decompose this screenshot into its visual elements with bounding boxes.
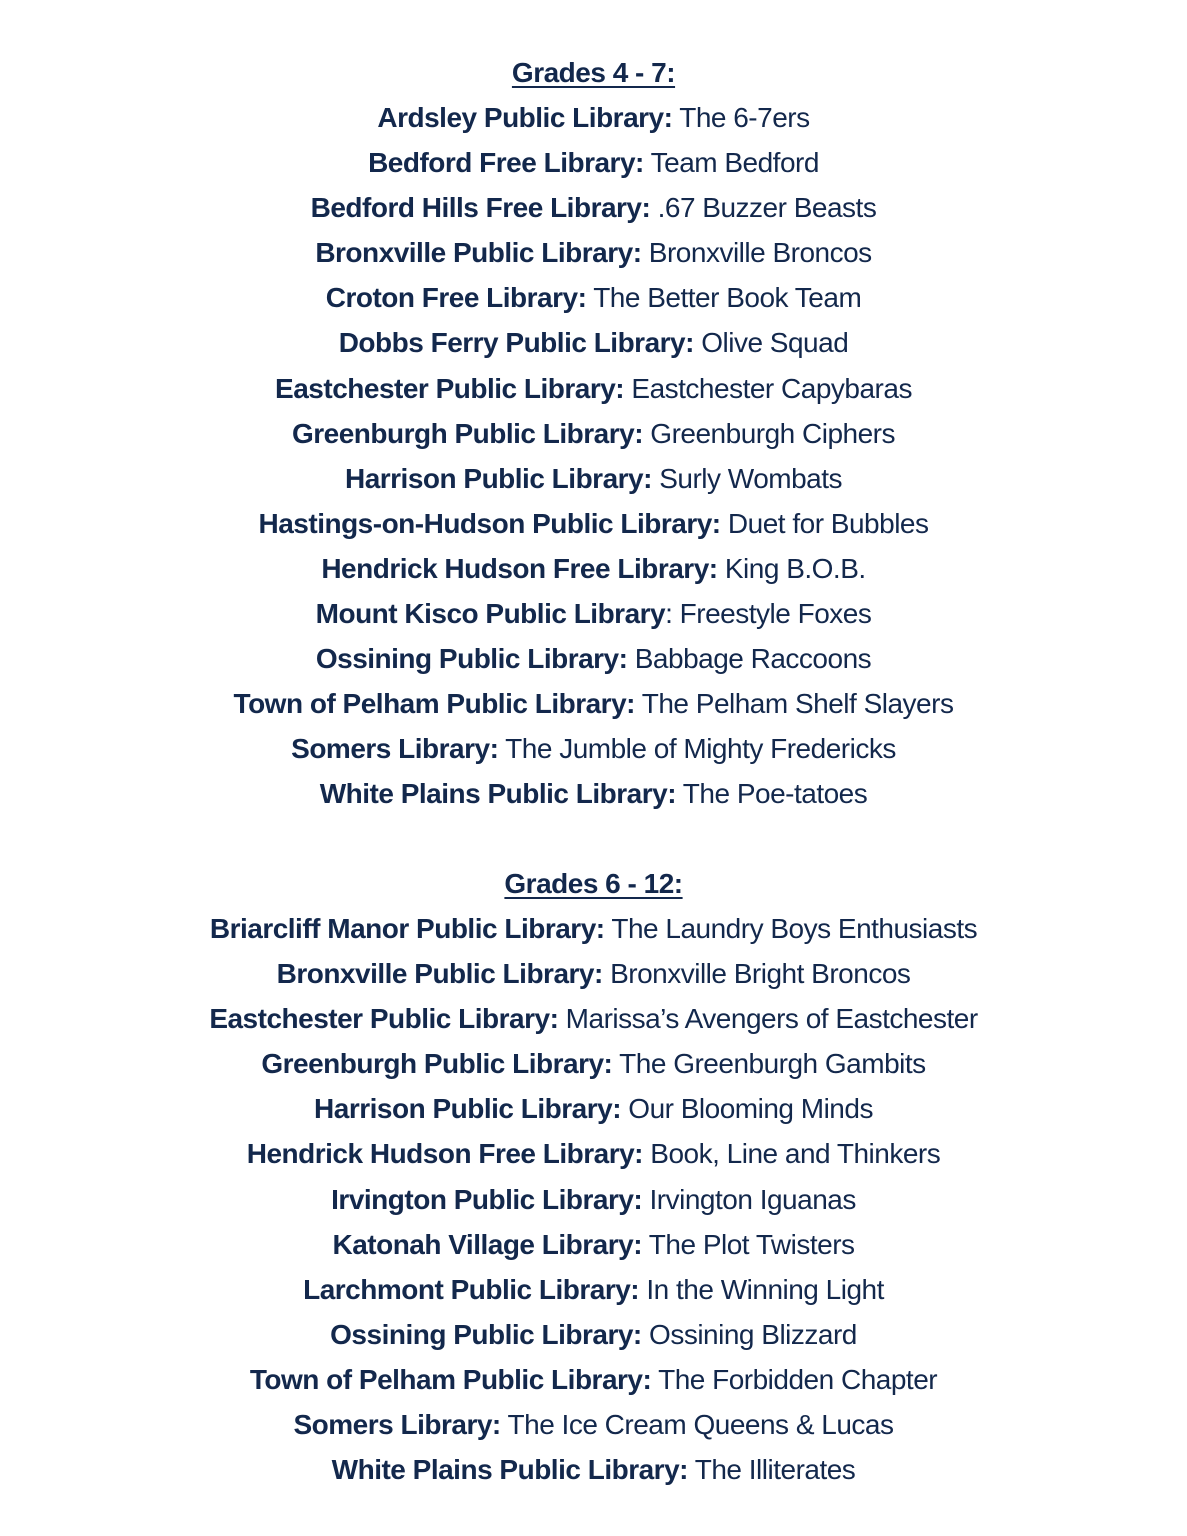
- section-grades-4-7: [0, 50, 1187, 817]
- section-heading: Grades 4 - 7:: [511, 57, 676, 88]
- list-item: [0, 140, 1187, 185]
- team-name: Bronxville Bright Broncos: [602, 958, 911, 990]
- list-item: [0, 275, 1187, 320]
- library-name: Town of Pelham Public Library:: [249, 1363, 652, 1395]
- team-name: .67 Buzzer Beasts: [650, 192, 877, 224]
- library-name: Katonah Village Library:: [332, 1228, 643, 1260]
- library-name: Irvington Public Library:: [331, 1183, 643, 1215]
- list-item: [0, 1041, 1187, 1086]
- team-name: Irvington Iguanas: [642, 1183, 856, 1215]
- library-name: Dobbs Ferry Public Library:: [338, 327, 694, 359]
- team-name: The Poe-tatoes: [676, 778, 868, 810]
- library-name: Harrison Public Library:: [314, 1093, 622, 1125]
- team-name: Eastchester Capybaras: [624, 372, 912, 404]
- team-name: The Pelham Shelf Slayers: [634, 688, 954, 720]
- list-item: [0, 366, 1187, 411]
- list-item: [0, 501, 1187, 546]
- section-grades-6-12: [0, 861, 1187, 1492]
- team-name: The Forbidden Chapter: [651, 1363, 938, 1395]
- list-item: [0, 726, 1187, 771]
- list-item: [0, 185, 1187, 230]
- team-name: Babbage Raccoons: [627, 643, 872, 675]
- library-name: Bedford Hills Free Library:: [310, 192, 651, 224]
- team-name: Book, Line and Thinkers: [643, 1138, 941, 1170]
- team-name: Ossining Blizzard: [641, 1318, 857, 1350]
- library-name: Greenburgh Public Library:: [261, 1048, 613, 1080]
- library-name: Croton Free Library:: [325, 282, 587, 314]
- team-name: In the Winning Light: [639, 1273, 884, 1305]
- team-name: Our Blooming Minds: [621, 1093, 873, 1125]
- list-item: [0, 1312, 1187, 1357]
- library-name: Ossining Public Library:: [330, 1318, 642, 1350]
- list-item: [0, 771, 1187, 816]
- list-item: [0, 591, 1187, 636]
- library-name: Greenburgh Public Library:: [291, 417, 644, 449]
- team-name: Bronxville Broncos: [641, 237, 872, 269]
- team-name: The Greenburgh Gambits: [612, 1048, 926, 1080]
- list-item: [0, 1086, 1187, 1131]
- team-name: Team Bedford: [643, 147, 819, 179]
- list-item: [0, 546, 1187, 591]
- team-name: Greenburgh Ciphers: [643, 417, 896, 449]
- library-name: Somers Library:: [291, 733, 499, 765]
- list-item: [0, 230, 1187, 275]
- team-name: The Plot Twisters: [642, 1228, 855, 1260]
- list-item: [0, 636, 1187, 681]
- library-name: Bronxville Public Library:: [315, 237, 642, 269]
- team-name: Olive Squad: [693, 327, 849, 359]
- list-item: [0, 95, 1187, 140]
- library-name: Hendrick Hudson Free Library:: [321, 552, 718, 584]
- library-name: Ossining Public Library:: [315, 643, 628, 675]
- library-name: Hendrick Hudson Free Library:: [246, 1138, 644, 1170]
- team-name: Marissa’s Avengers of Eastchester: [558, 1003, 978, 1035]
- library-name: Somers Library:: [293, 1409, 501, 1441]
- list-item: [0, 906, 1187, 951]
- team-name: The Better Book Team: [586, 282, 862, 314]
- library-name: Mount Kisco Public Library: [315, 598, 666, 630]
- library-name: Hastings-on-Hudson Public Library:: [258, 507, 721, 539]
- list-item: [0, 1222, 1187, 1267]
- list-item: [0, 1267, 1187, 1312]
- list-item: [0, 456, 1187, 501]
- list-item: [0, 996, 1187, 1041]
- library-name: Harrison Public Library:: [344, 462, 652, 494]
- list-item: [0, 951, 1187, 996]
- list-item: [0, 1402, 1187, 1447]
- team-name: The Illiterates: [687, 1454, 856, 1486]
- team-name: The Ice Cream Queens & Lucas: [500, 1409, 894, 1441]
- list-item: [0, 1177, 1187, 1222]
- team-name: The 6-7ers: [672, 102, 810, 133]
- list-item: [0, 681, 1187, 726]
- library-name: Bronxville Public Library:: [276, 958, 603, 990]
- list-item: [0, 411, 1187, 456]
- library-name: White Plains Public Library:: [319, 778, 677, 810]
- team-name: Surly Wombats: [651, 462, 843, 494]
- list-item: [0, 1131, 1187, 1176]
- team-name: The Jumble of Mighty Fredericks: [498, 733, 896, 765]
- library-name: Eastchester Public Library:: [275, 372, 625, 404]
- library-name: Town of Pelham Public Library:: [233, 688, 635, 720]
- list-item: [0, 320, 1187, 365]
- library-name: White Plains Public Library:: [331, 1454, 688, 1486]
- team-name: Duet for Bubbles: [720, 507, 929, 539]
- section-heading: Grades 6 - 12:: [504, 868, 683, 899]
- library-name: Eastchester Public Library:: [209, 1003, 559, 1035]
- library-name: Bedford Free Library:: [368, 147, 644, 179]
- team-name: : Freestyle Foxes: [665, 598, 872, 630]
- list-item: [0, 1357, 1187, 1402]
- team-name: King B.O.B.: [717, 552, 866, 584]
- library-name: Larchmont Public Library:: [303, 1273, 640, 1305]
- library-name: Briarcliff Manor Public Library:: [209, 913, 605, 944]
- list-item: [0, 1447, 1187, 1492]
- team-name: The Laundry Boys Enthusiasts: [604, 913, 978, 944]
- library-name: Ardsley Public Library:: [377, 102, 673, 133]
